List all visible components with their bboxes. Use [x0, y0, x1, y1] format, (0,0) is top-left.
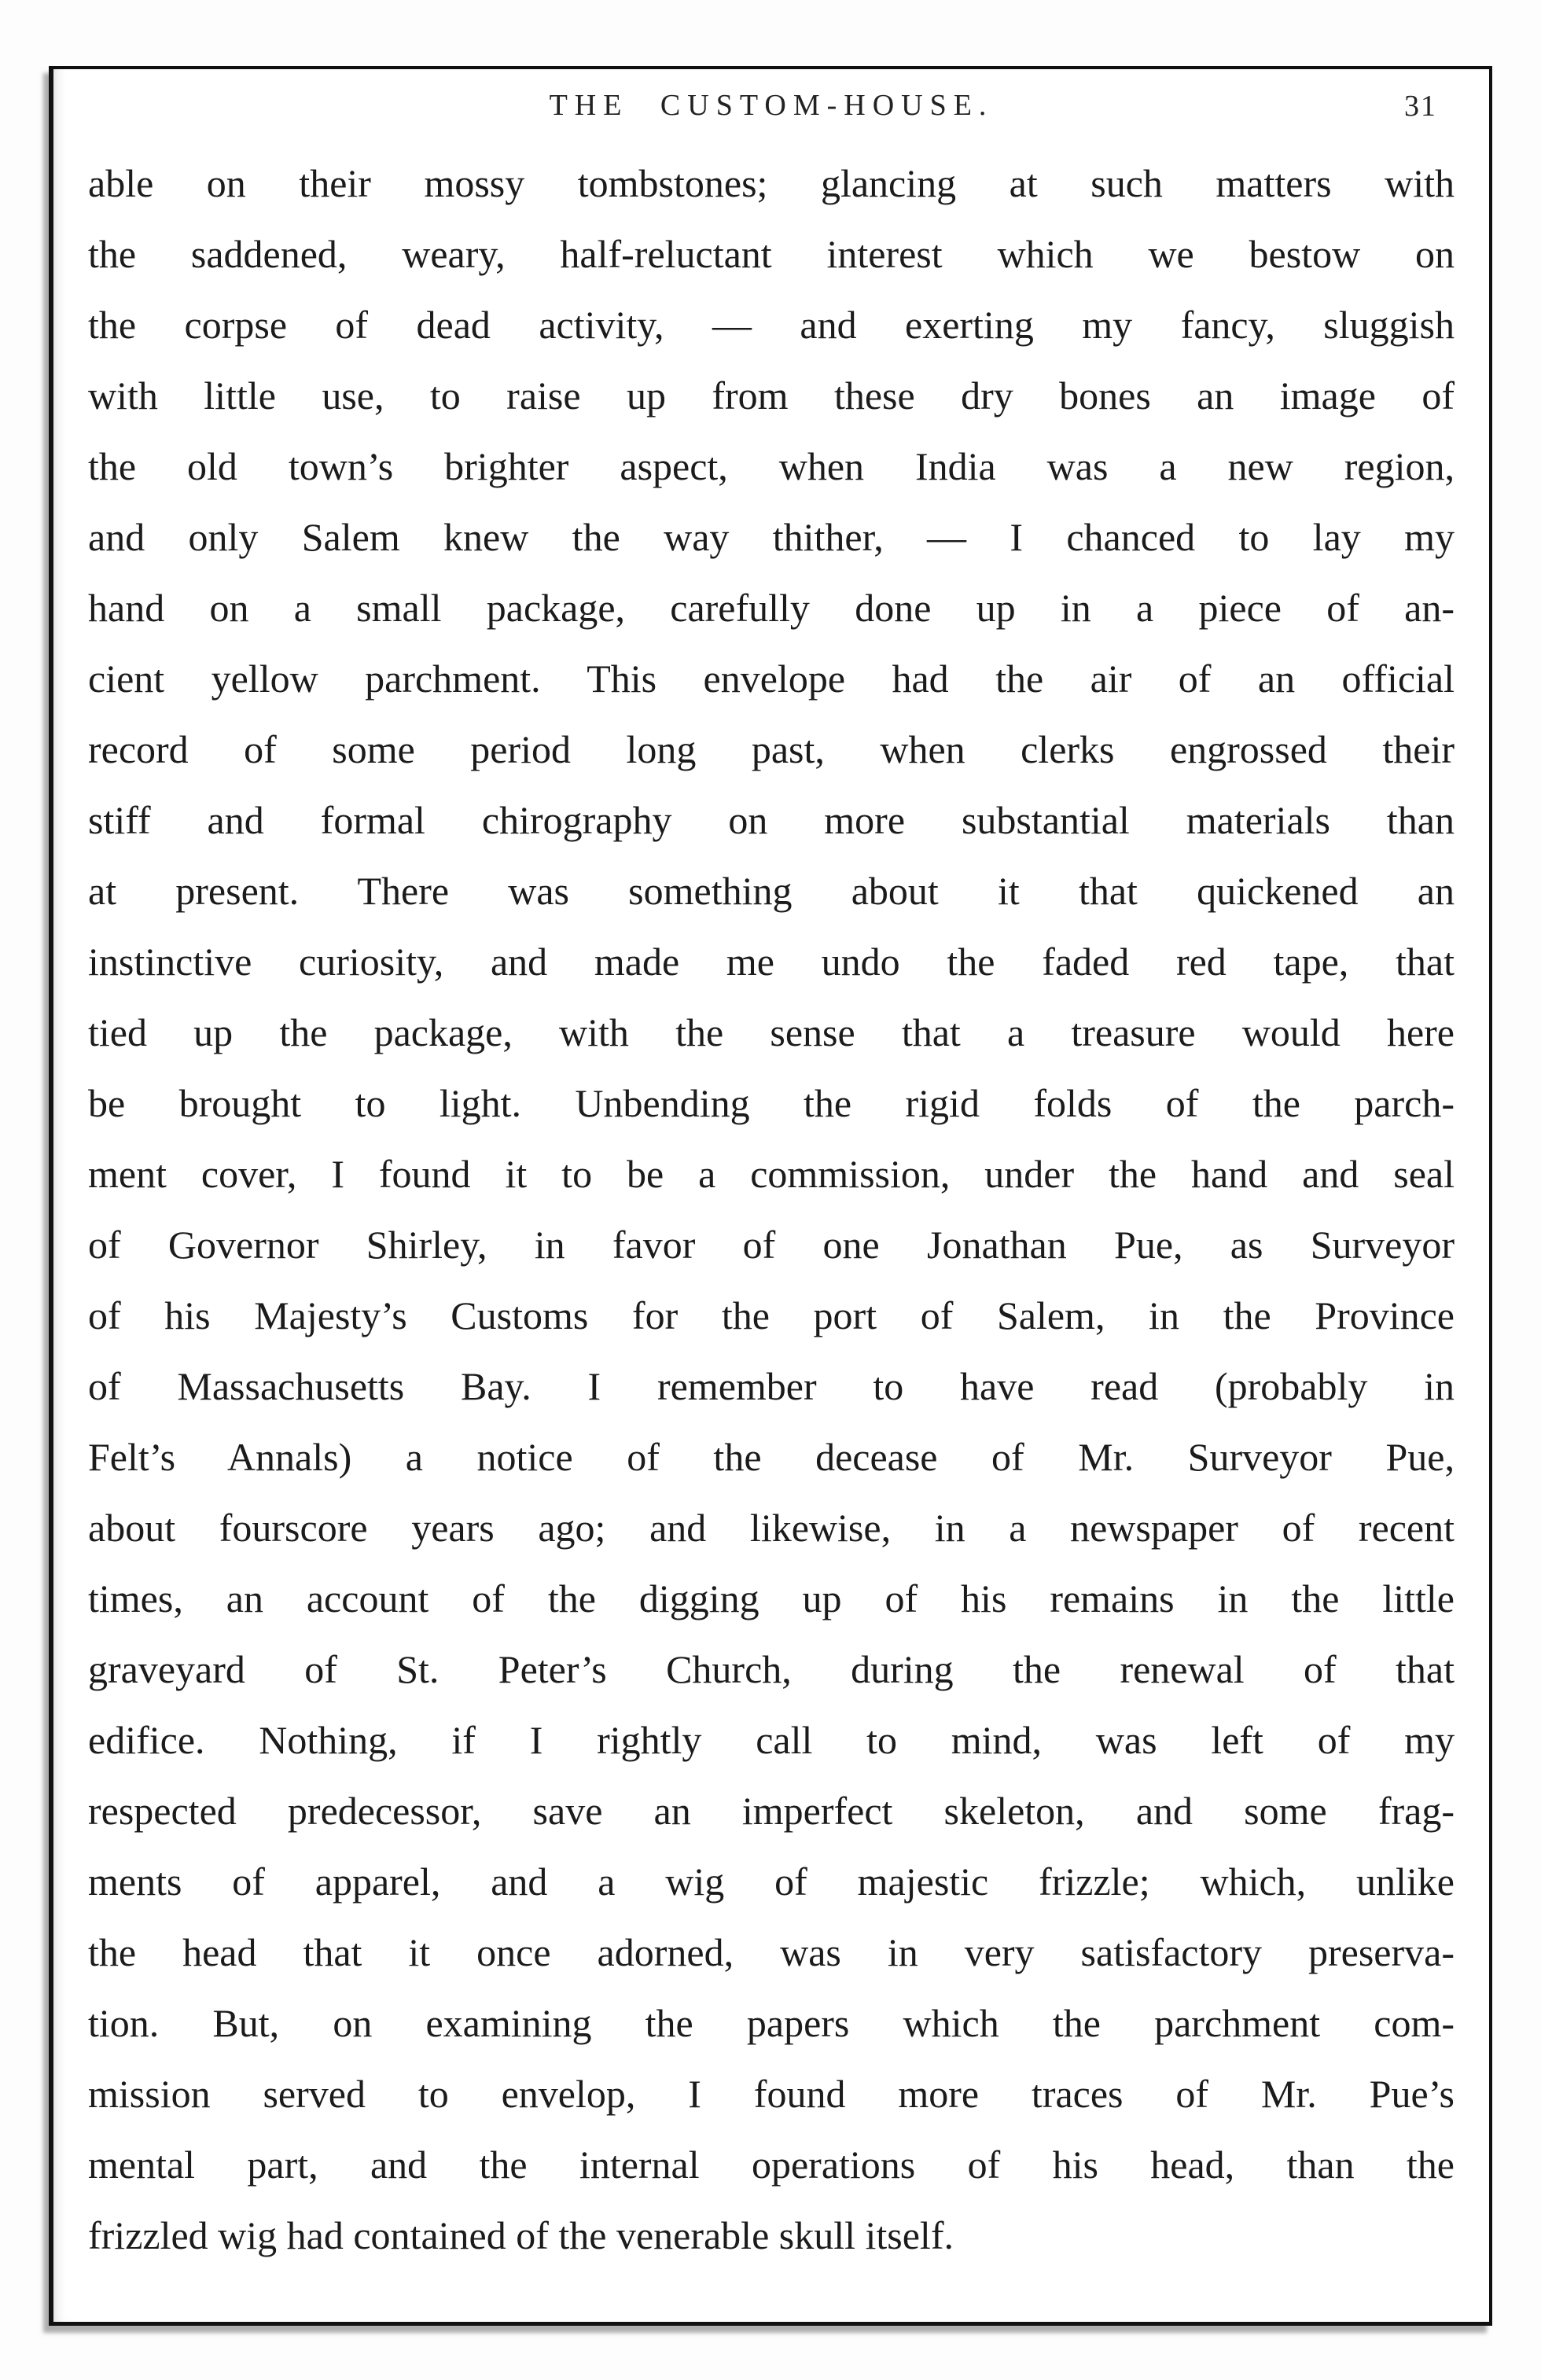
text-line: and only Salem knew the way thither, — I chanced to lay my: [88, 515, 1455, 559]
text-line: respected predecessor, save an imperfect skeleton, and some frag-: [88, 1789, 1455, 1833]
text-line: about fourscore years ago; and likewise, in a newspaper of recent: [88, 1506, 1455, 1550]
running-head: [53, 88, 1489, 126]
text-line: ments of apparel, and a wig of majestic frizzle; which, unlike: [88, 1859, 1455, 1904]
chapter-title: THE CUSTOM-HOUSE.: [549, 89, 994, 122]
body-text: [53, 148, 1489, 2271]
text-line: ment cover, I found it to be a commission, under the hand and seal: [88, 1152, 1455, 1196]
page-border-frame: [49, 66, 1492, 2326]
text-line: with little use, to raise up from these dry bones an image of: [88, 373, 1455, 418]
text-line: Felt’s Annals) a notice of the decease of Mr. Surveyor Pue,: [88, 1435, 1455, 1479]
text-line: at present. There was something about it that quickened an: [88, 869, 1455, 913]
text-line: mental part, and the internal operations of his head, than the: [88, 2143, 1455, 2187]
text-line: stiff and formal chirography on more substantial materials than: [88, 798, 1455, 842]
text-line: able on their mossy tombstones; glancing at such matters with: [88, 161, 1455, 205]
text-line: edifice. Nothing, if I rightly call to mind, was left of my: [88, 1718, 1455, 1762]
text-line: instinctive curiosity, and made me undo the faded red tape, that: [88, 940, 1455, 984]
text-line: the head that it once adorned, was in very satisfactory preserva-: [88, 1930, 1455, 1974]
text-line: the old town’s brighter aspect, when India was a new region,: [88, 444, 1455, 488]
text-line: of Governor Shirley, in favor of one Jonathan Pue, as Surveyor: [88, 1223, 1455, 1267]
text-line: of Massachusetts Bay. I remember to have read (probably in: [88, 1364, 1455, 1408]
text-line: times, an account of the digging up of his remains in the little: [88, 1576, 1455, 1620]
text-line: record of some period long past, when clerks engrossed their: [88, 727, 1455, 771]
text-line: of his Majesty’s Customs for the port of Salem, in the Province: [88, 1293, 1455, 1337]
text-line: mission served to envelop, I found more traces of Mr. Pue’s: [88, 2072, 1455, 2116]
text-line: tied up the package, with the sense that a treasure would here: [88, 1010, 1455, 1054]
text-line: tion. But, on examining the papers which the parchment com-: [88, 2001, 1455, 2045]
text-line: graveyard of St. Peter’s Church, during the renewal of that: [88, 1647, 1455, 1691]
text-line: cient yellow parchment. This envelope had the air of an official: [88, 657, 1455, 701]
text-line: hand on a small package, carefully done up in a piece of an-: [88, 586, 1455, 630]
page-number: 31: [1404, 90, 1437, 123]
text-line: be brought to light. Unbending the rigid folds of the parch-: [88, 1081, 1455, 1125]
text-line: the corpse of dead activity, — and exerting my fancy, sluggish: [88, 303, 1455, 347]
text-line: frizzled wig had contained of the venerable skull itself.: [88, 2213, 954, 2257]
text-line: the saddened, weary, half-reluctant interest which we bestow on: [88, 232, 1455, 276]
